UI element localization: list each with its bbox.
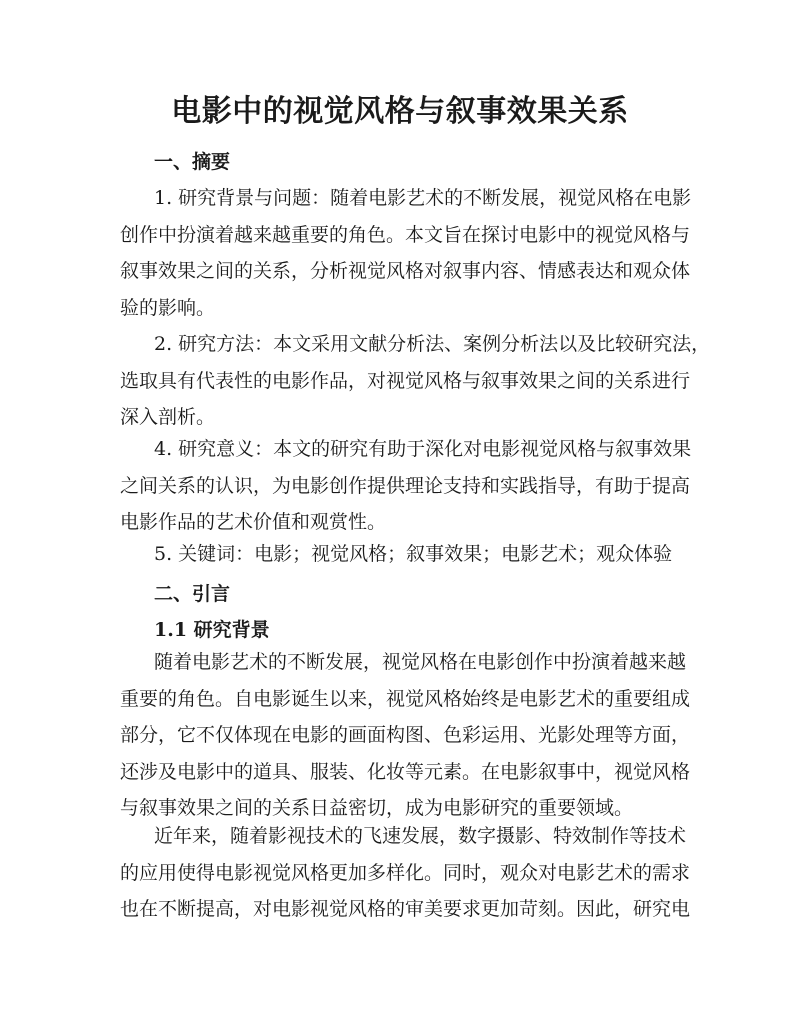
abstract-paragraph-background [120,180,700,326]
abstract-paragraph-significance [120,431,700,541]
section-heading-introduction: 二、引言 [154,583,231,605]
text-line: 1. 研究背景与问题：随着电影艺术的不断发展，视觉风格在电影 [154,187,692,209]
text-line: 的应用使得电影视觉风格更加多样化。同时，观众对电影艺术的需求 [120,861,691,884]
text-line: 之间关系的认识，为电影创作提供理论支持和实践指导，有助于提高 [120,474,691,497]
text-line: 深入剖析。 [120,406,216,428]
text-line: 验的影响。 [120,296,216,319]
section-heading-abstract: 一、摘要 [154,151,231,173]
text-line: 5. 关键词：电影；视觉风格；叙事效果；电影艺术；观众体验 [154,543,673,565]
intro-paragraph-1 [120,644,700,827]
document-title: 电影中的视觉风格与叙事效果关系 [171,94,629,129]
abstract-paragraph-keywords [120,536,700,573]
text-line: 4. 研究意义：本文的研究有助于深化对电影视觉风格与叙事效果 [154,438,692,460]
text-line: 还涉及电影中的道具、服装、化妆等元素。在电影叙事中，视觉风格 [120,760,691,783]
text-line: 随着电影艺术的不断发展，视觉风格在电影创作中扮演着越来越 [154,651,687,673]
text-line: 与叙事效果之间的关系日益密切，成为电影研究的重要领域。 [120,797,634,819]
text-line: 也在不断提高，对电影视觉风格的审美要求更加苛刻。因此，研究电 [120,898,691,920]
text-line: 部分，它不仅体现在电影的画面构图、色彩运用、光影处理等方面， [120,724,691,746]
text-line: 叙事效果之间的关系，分析视觉风格对叙事内容、情感表达和观众体 [120,260,691,282]
abstract-paragraph-method [120,326,711,436]
text-line: 选取具有代表性的电影作品，对视觉风格与叙事效果之间的关系进行 [120,369,691,392]
subsection-heading-background: 1.1 研究背景 [154,619,270,641]
text-line: 电影作品的艺术价值和观赏性。 [120,511,387,533]
text-line: 近年来，随着影视技术的飞速发展，数字摄影、特效制作等技术 [154,825,687,847]
intro-paragraph-2 [120,818,700,928]
text-line: 2. 研究方法：本文采用文献分析法、案例分析法以及比较研究法， [154,333,711,355]
text-line: 创作中扮演着越来越重要的角色。本文旨在探讨电影中的视觉风格与 [120,223,691,246]
text-line: 重要的角色。自电影诞生以来，视觉风格始终是电影艺术的重要组成 [120,687,691,710]
